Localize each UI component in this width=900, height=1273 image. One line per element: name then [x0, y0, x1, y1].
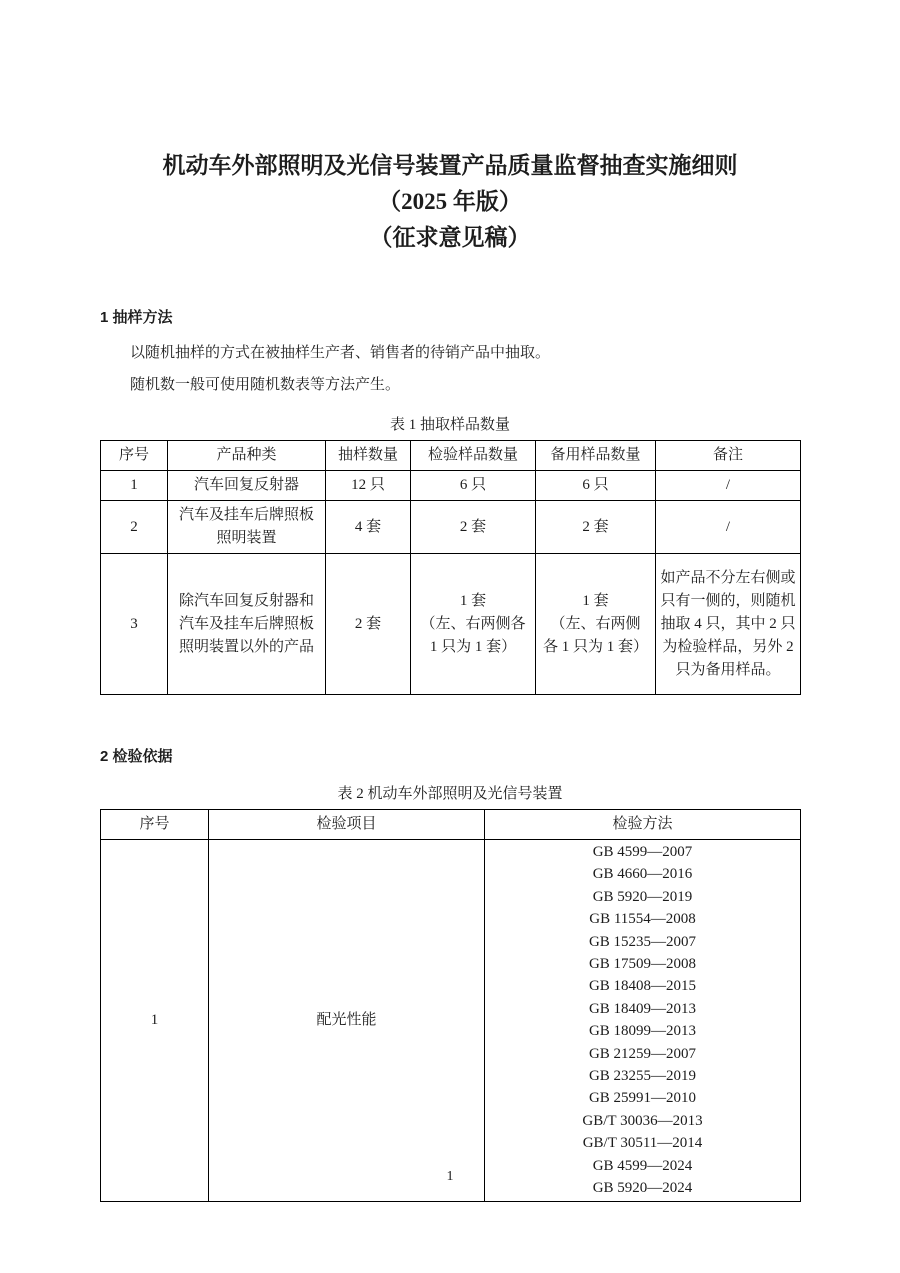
table1-r1-seq: 1: [101, 471, 168, 501]
table1-header-sample-qty: 抽样数量: [326, 441, 411, 471]
table2-caption: 表 2 机动车外部照明及光信号装置: [337, 786, 563, 802]
section1-paragraph-2: 随机数一般可使用随机数表等方法产生。: [130, 377, 401, 393]
test-qty-line: 1 只为 1 套）: [429, 638, 517, 655]
table1-r2-seq: 2: [101, 501, 168, 554]
table1-header-note: 备注: [656, 441, 801, 471]
table1-row-3: [101, 554, 801, 695]
document-title: [100, 148, 800, 256]
table1-r1-sample-qty: 12 只: [326, 471, 411, 501]
table2-header-row: [101, 810, 801, 840]
table1-header-backup-qty: 备用样品数量: [536, 441, 656, 471]
table1-header-seq: 序号: [101, 441, 168, 471]
backup-qty-line: 各 1 只为 1 套）: [542, 638, 648, 655]
table1-row-1: [101, 471, 801, 501]
method-standard: GB 4660—2016: [592, 866, 693, 883]
table1-r3-note: 如产品不分左右侧或只有一侧的，则随机抽取 4 只，其中 2 只为检验样品，另外 2 只为备用样品。: [656, 554, 801, 695]
table1-r2-category: 汽车及挂车后牌照板照明装置: [168, 501, 326, 554]
method-standard: GB 4599—2024: [592, 1157, 693, 1174]
method-standard: GB 23255—2019: [588, 1068, 697, 1085]
method-standard: GB 21259—2007: [588, 1045, 697, 1062]
section1-paragraph-1: 以随机抽样的方式在被抽样生产者、销售者的待销产品中抽取。: [130, 345, 551, 361]
table1-r3-seq: 3: [101, 554, 168, 695]
test-qty-line: （左、右两侧各: [420, 615, 526, 632]
table2-header-method: 检验方法: [485, 810, 801, 840]
section2-heading: 2 检验依据: [100, 748, 173, 765]
page-number: 1: [446, 1169, 454, 1184]
method-standard: GB 4599—2007: [592, 844, 693, 860]
method-standard: GB 5920—2019: [592, 888, 693, 905]
method-standard: GB/T 30511—2014: [582, 1135, 703, 1152]
table1-header-category: 产品种类: [168, 441, 326, 471]
method-standard: GB 18099—2013: [588, 1023, 697, 1040]
table2-r1-seq: 1: [101, 840, 209, 1202]
table1-caption: 表 1 抽取样品数量: [389, 417, 510, 433]
table1-sample-quantity: [100, 440, 801, 695]
title-line-1: 机动车外部照明及光信号装置产品质量监督抽查实施细则: [162, 153, 738, 178]
title-line-3: （征求意见稿）: [369, 225, 531, 250]
table2-r1-item: 配光性能: [209, 840, 485, 1202]
table1-r1-backup-qty: 6 只: [536, 471, 656, 501]
method-standard: GB 17509—2008: [588, 956, 697, 973]
method-standard: GB 5920—2024: [592, 1180, 693, 1197]
method-standard: GB/T 30036—2013: [582, 1112, 703, 1129]
table1-r1-note: /: [656, 471, 801, 501]
table2-r1-methods: [485, 840, 801, 1202]
table1-r1-test-qty: 6 只: [411, 471, 536, 501]
table1-r2-note: /: [656, 501, 801, 554]
method-standard: GB 18408—2015: [588, 978, 697, 995]
table1-header-test-qty: 检验样品数量: [411, 441, 536, 471]
table1-header-row: [101, 441, 801, 471]
method-standard: GB 11554—2008: [589, 911, 696, 928]
method-standard: GB 18409—2013: [588, 1000, 697, 1017]
test-qty-line: 1 套: [459, 592, 487, 609]
table1-r2-test-qty: 2 套: [411, 501, 536, 554]
table1-r3-sample-qty: 2 套: [326, 554, 411, 695]
table2-header-seq: 序号: [101, 810, 209, 840]
table1-r1-category: 汽车回复反射器: [168, 471, 326, 501]
table1-r2-backup-qty: 2 套: [536, 501, 656, 554]
table2-row-1: [101, 840, 801, 1202]
table2-header-item: 检验项目: [209, 810, 485, 840]
method-standard: GB 15235—2007: [588, 933, 697, 950]
table1-row-2: [101, 501, 801, 554]
table1-r3-category: 除汽车回复反射器和汽车及挂车后牌照板照明装置以外的产品: [168, 554, 326, 695]
section1-heading: 1 抽样方法: [100, 309, 173, 326]
backup-qty-line: 1 套: [582, 592, 609, 609]
method-standard: GB 25991—2010: [588, 1090, 697, 1107]
table2-inspection-basis: [100, 809, 801, 1202]
table1-r3-test-qty: [411, 554, 536, 695]
table1-r3-backup-qty: [536, 554, 656, 695]
table1-r2-sample-qty: 4 套: [326, 501, 411, 554]
title-line-2: （2025 年版）: [378, 189, 522, 214]
backup-qty-line: （左、右两侧: [550, 615, 641, 632]
